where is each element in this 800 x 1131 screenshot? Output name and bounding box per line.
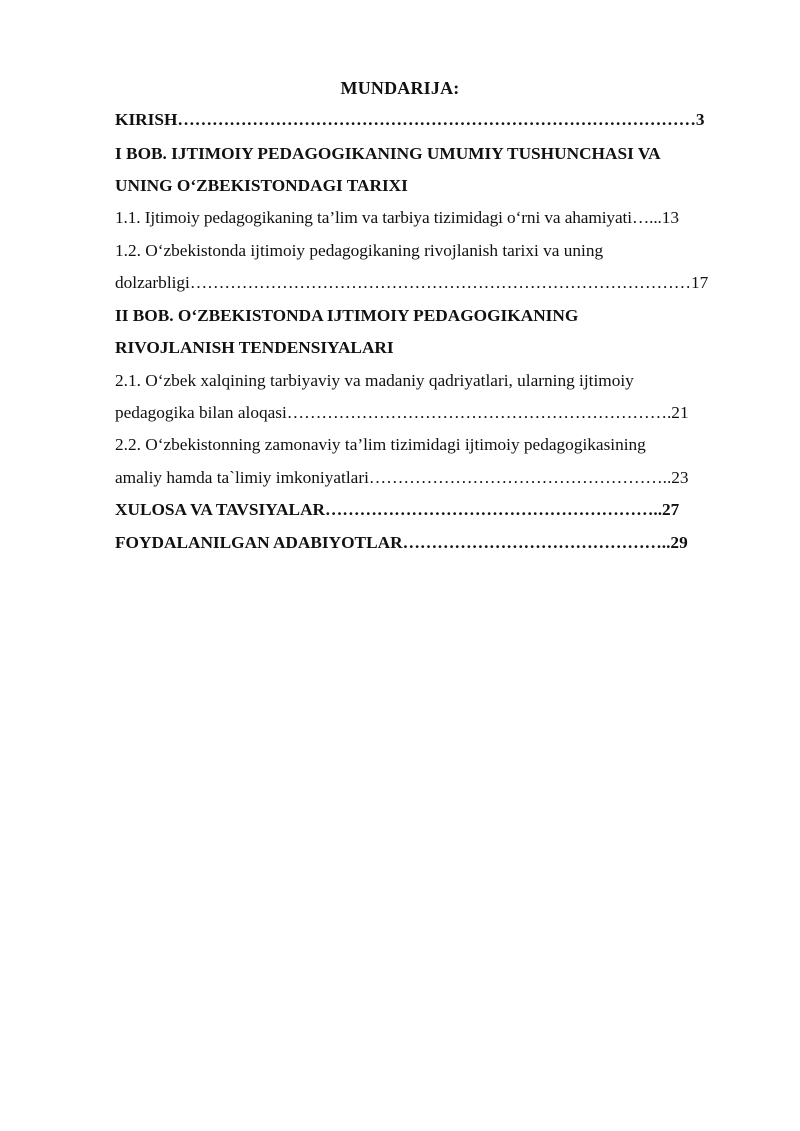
toc-entry-adabiyotlar: FOYDALANILGAN ADABIYOTLAR………………………………………..29: [115, 533, 688, 552]
toc-chapter-2-line-2: RIVOJLANISH TENDENSIYALARI: [115, 338, 394, 357]
toc-section-2-1-line-2: pedagogika bilan aloqasi………………………………………………………….21: [115, 403, 689, 422]
toc-section-2-2-line-1: 2.2. O‘zbekistonning zamonaviy ta’lim tizimidagi ijtimoiy pedagogikasining: [115, 435, 646, 454]
toc-section-2-2-line-2: amaliy hamda ta`limiy imkoniyatlari……………………………………………..23: [115, 468, 689, 487]
toc-section-1-2-line-2: dolzarbligi……………………………………………………………………………17: [115, 273, 709, 292]
toc-chapter-1-line-2: UNING O‘ZBEKISTONDAGI TARIXI: [115, 176, 408, 195]
toc-chapter-2-line-1: II BOB. O‘ZBEKISTONDA IJTIMOIY PEDAGOGIKANING: [115, 306, 579, 325]
toc-chapter-1-line-1: I BOB. IJTIMOIY PEDAGOGIKANING UMUMIY TUSHUNCHASI VA: [115, 144, 661, 163]
toc-title: MUNDARIJA:: [340, 78, 460, 98]
toc-entry-kirish: KIRISH………………………………………………………………………………3: [115, 110, 705, 129]
toc-entry-xulosa: XULOSA VA TAVSIYALAR…………………………………………………..27: [115, 500, 680, 519]
toc-section-1-2-line-1: 1.2. O‘zbekistonda ijtimoiy pedagogikaning rivojlanish tarixi va uning: [115, 241, 604, 260]
toc-section-2-1-line-1: 2.1. O‘zbek xalqining tarbiyaviy va madaniy qadriyatlari, ularning ijtimoiy: [115, 371, 634, 390]
toc-section-1-1: 1.1. Ijtimoiy pedagogikaning ta’lim va tarbiya tizimidagi o‘rni va ahamiyati…...13: [115, 208, 679, 227]
